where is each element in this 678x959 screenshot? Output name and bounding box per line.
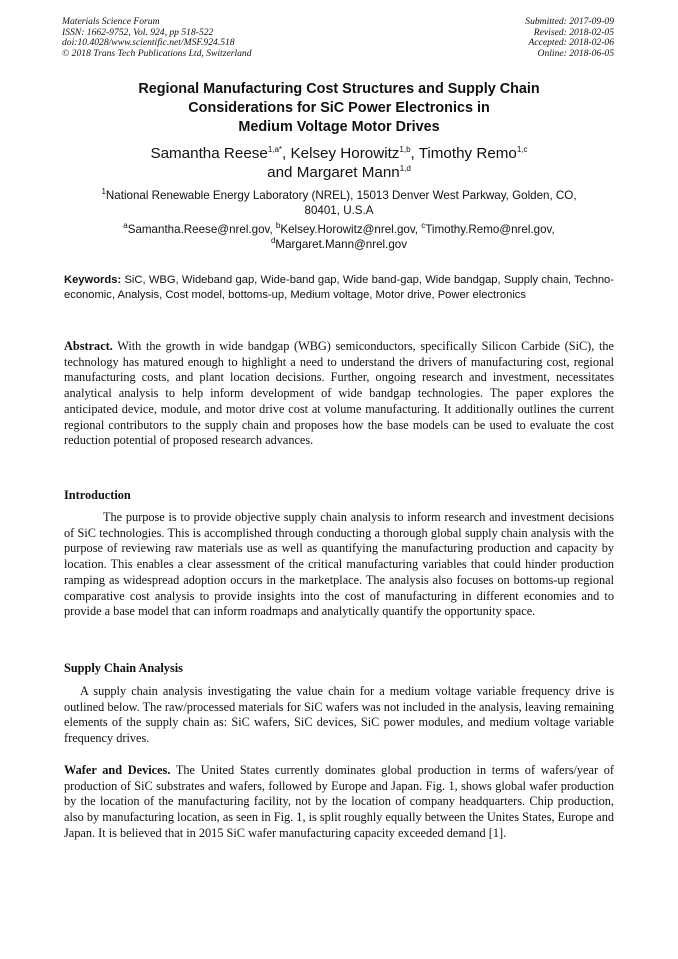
keywords-text: SiC, WBG, Wideband gap, Wide-band gap, Wide band-gap, Wide bandgap, Supply chain, Techno-economic, Analysis, Cost model, bottoms-up, Medium voltage, Motor drive, Power electronics xyxy=(64,274,615,301)
submitted-date: Submitted: 2017-09-09 xyxy=(525,16,614,27)
paper-title xyxy=(60,80,618,137)
title-line-2: Considerations for SiC Power Electronics in xyxy=(188,100,490,116)
author-sup: 1,b xyxy=(399,144,411,154)
accepted-date: Accepted: 2018-02-06 xyxy=(528,37,614,49)
introduction-heading: Introduction xyxy=(64,488,131,502)
email-sup: b xyxy=(275,221,281,231)
journal-issn: ISSN: 1662-9752, Vol. 924, pp 518-522 xyxy=(62,26,214,38)
supply-chain-heading: Supply Chain Analysis xyxy=(64,661,183,675)
author-list xyxy=(60,144,618,182)
affiliation-line-2: 80401, U.S.A xyxy=(304,204,374,217)
author-sup: 1,a* xyxy=(267,144,283,154)
affiliation-line-1 xyxy=(70,188,608,203)
emails-line-2 xyxy=(70,237,608,252)
email-link[interactable]: Kelsey.Horowitz@nrel.gov xyxy=(280,223,415,236)
author-emails xyxy=(70,222,608,252)
title-line-3: Medium Voltage Motor Drives xyxy=(238,119,440,135)
author-name: Kelsey Horowitz xyxy=(290,145,400,162)
email-link[interactable]: Margaret.Mann@nrel.gov xyxy=(275,238,408,251)
abstract-section xyxy=(64,339,614,449)
affiliation-text: National Renewable Energy Laboratory (NREL), 15013 Denver West Parkway, Golden, CO, xyxy=(105,189,577,202)
email-sup: c xyxy=(421,221,426,231)
author-conjunction: and xyxy=(267,164,293,181)
email-link[interactable]: Timothy.Remo@nrel.gov xyxy=(425,223,552,236)
authors-line-1: Samantha Reese$^{1,a*}$, Kelsey Horowitz$^{1,b}$, Timothy Remo$^{1,c}$ xyxy=(150,144,528,162)
author-sup: 1,c xyxy=(516,144,528,154)
supply-chain-text: A supply chain analysis investigating the value chain for a medium voltage variable frequency drive is outlined below. The raw/processed materials for SiC wafers was not included in the analysis, leaving remaining elements of the supply chain as: SiC wafers, SiC devices, SiC power modules, and medium voltage variable frequency drives. xyxy=(64,684,614,746)
email-sup: a xyxy=(123,221,128,231)
journal-doi[interactable]: doi:10.4028/www.scientific.net/MSF.924.518 xyxy=(62,37,235,49)
author-name: Timothy Remo xyxy=(418,145,517,162)
wafer-devices-paragraph xyxy=(64,763,614,842)
abstract-text: With the growth in wide bandgap (WBG) semiconductors, specifically Silicon Carbide (SiC), the technology has matured enough to highlight a need to understand the drivers of manufacturing cost, regional manufacturing costs, and plant location decisions. Further, ongoing research and investment, necessitates analytical analysis to help inform development of wide bandgap technologies. The paper explores the anticipated device, module, and motor drive cost at volume manufacturing. It additionally outlines the current regional contributors to the supply chain and proposes how the base models can be used to evaluate the cost reduction potential of proposed research advances. xyxy=(64,339,614,448)
online-date: Online: 2018-06-05 xyxy=(537,47,614,59)
keywords-section xyxy=(64,273,614,303)
wafer-devices-label: Wafer and Devices. xyxy=(64,763,171,777)
author-name: Margaret Mann xyxy=(296,164,400,181)
journal-name: Materials Science Forum xyxy=(62,16,160,27)
journal-header-right xyxy=(525,17,614,59)
author-sup: 1,d xyxy=(399,163,411,173)
wafer-devices-text: The United States currently dominates global production in terms of wafers/year of production of SiC substrates and wafers, followed by Europe and Japan. Fig. 1, shows global wafer production by the location of the manufacturing facility, not by the location of company headquarters. Chip production, also by manufacturing location, as seen in Fig. 1, is split roughly equally between the Unites States, Europe and Japan. It is believed that in 2015 SiC wafer manufacturing capacity exceeded demand [1]. xyxy=(64,763,614,840)
affiliation-sup: 1 xyxy=(101,187,106,197)
abstract-label: Abstract. xyxy=(64,339,113,353)
journal-copyright: © 2018 Trans Tech Publications Ltd, Switzerland xyxy=(62,47,252,59)
revised-date: Revised: 2018-02-05 xyxy=(533,26,614,38)
emails-line-1: $^a$Samantha.Reese@nrel.gov, $^b$Kelsey.Horowitz@nrel.gov, $^c$Timothy.Remo@nrel.gov, xyxy=(123,221,555,236)
keywords-label: Keywords: xyxy=(64,274,122,286)
authors-line-2 xyxy=(60,163,618,182)
author-name: Samantha Reese xyxy=(150,145,268,162)
journal-header-left xyxy=(62,17,252,59)
affiliation xyxy=(70,188,608,218)
title-line-1: Regional Manufacturing Cost Structures and Supply Chain xyxy=(138,81,540,97)
email-link[interactable]: Samantha.Reese@nrel.gov xyxy=(127,223,270,236)
introduction-text: The purpose is to provide objective supply chain analysis to inform research and investment decisions of SiC technologies. This is accomplished through conducting a thorough global supply chain analysis with the purpose of reviewing raw materials use as well as quantifying the manufacturing production and capacity by location. This enables a clear assessment of the critical manufacturing variables that could hinder production ramping as widespread adoption occurs in the marketplace. The analysis also focuses on bottoms-up regional comparative cost analysis to provide insights into the cost of manufacturing in different economies and to provide a base model that can inform roadmaps and analytically quantify the opportunity space. xyxy=(64,510,614,619)
email-sup: d xyxy=(270,236,276,246)
